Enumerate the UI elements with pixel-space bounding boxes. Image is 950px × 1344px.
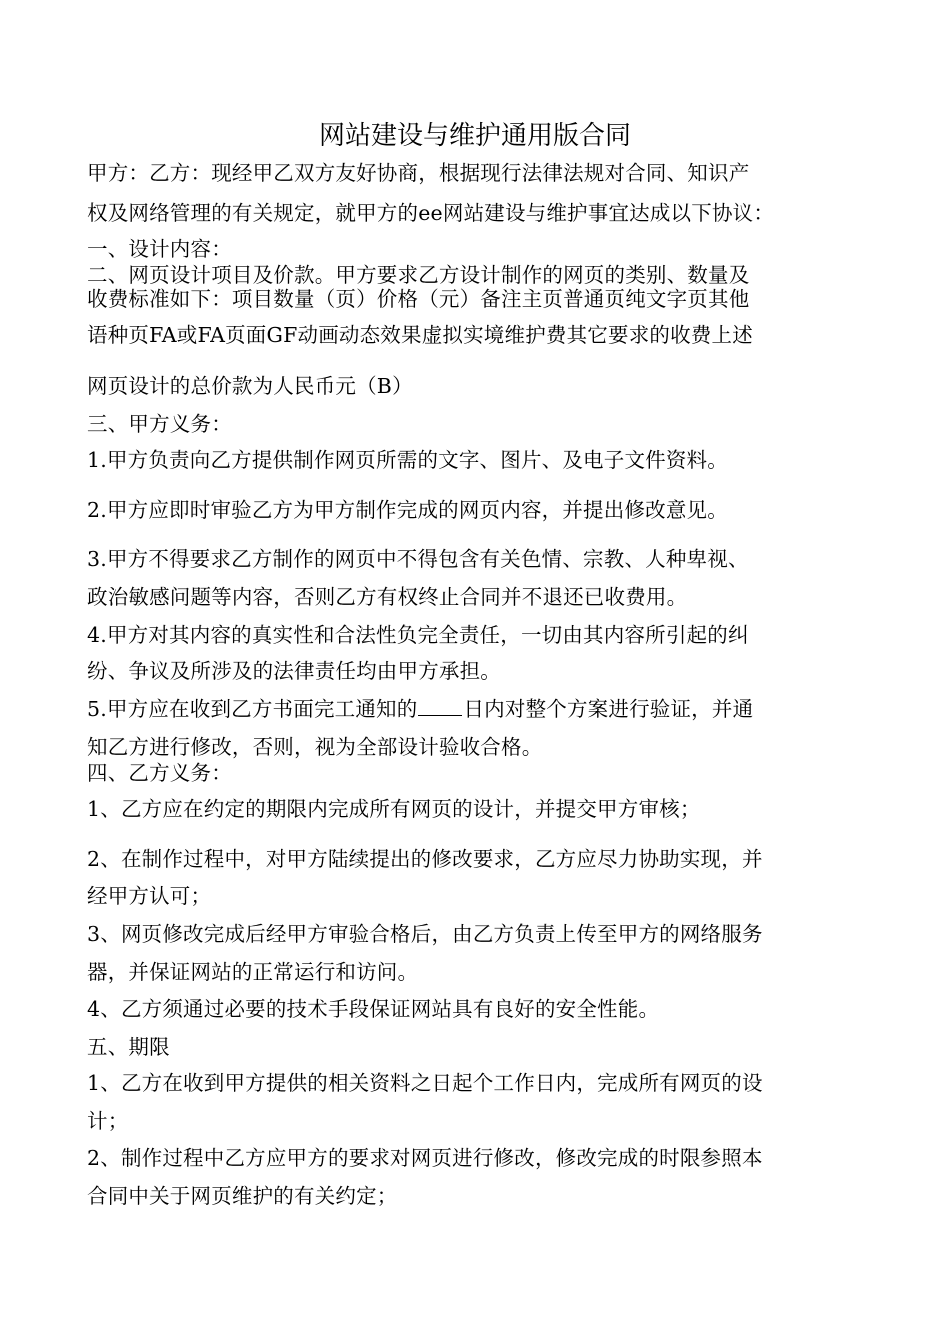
list-item: 1.甲方负责向乙方提供制作网页所需的文字、图片、及电子文件资料。 [87,448,728,472]
list-item: 2、在制作过程中，对甲方陆续提出的修改要求，乙方应尽力协助实现，并 [87,847,763,871]
list-item-continuation: 计； [87,1109,129,1133]
document-title: 网站建设与维护通用版合同 [318,121,631,151]
list-item-continuation: 纷、争议及所涉及的法律责任均由甲方承担。 [87,659,501,683]
list-item-continuation: 合同中关于网页维护的有关约定； [87,1184,398,1208]
section-heading: 一、设计内容： [87,237,232,261]
paragraph-line: 网页设计的总价款为人民币元（B） [87,374,413,398]
list-item-continuation: 器，并保证网站的正常运行和访问。 [87,960,419,984]
list-item: 1、乙方应在约定的期限内完成所有网页的设计，并提交甲方审核； [87,797,701,821]
list-item-continuation: 政治敏感问题等内容，否则乙方有权终止合同并不退还已收费用。 [87,585,688,609]
list-item: 2.甲方应即时审验乙方为甲方制作完成的网页内容，并提出修改意见。 [87,498,728,522]
list-item: 3.甲方不得要求乙方制作的网页中不得包含有关色情、宗教、人种卑视、 [87,547,749,571]
paragraph-line: 收费标准如下：项目数量（页）价格（元）备注主页普通页纯文字页其他 [87,287,750,311]
list-item-text: 5.甲方应在收到乙方书面完工通知的 [87,697,418,721]
list-item: 4、乙方须通过必要的技术手段保证网站具有良好的安全性能。 [87,997,660,1021]
blank-underline [418,699,462,716]
list-item: 1、乙方在收到甲方提供的相关资料之日起个工作日内，完成所有网页的设 [87,1071,763,1095]
section-heading: 四、乙方义务： [87,761,232,785]
paragraph-line: 语种页FA或FA页面GF动画动态效果虚拟实境维护费其它要求的收费上述 [87,323,753,347]
list-item: 4.甲方对其内容的真实性和合法性负完全责任，一切由其内容所引起的纠 [87,623,749,647]
section-heading: 三、甲方义务： [87,412,232,436]
list-item-continuation: 知乙方进行修改，否则，视为全部设计验收合格。 [87,735,543,759]
list-item: 2、制作过程中乙方应甲方的要求对网页进行修改，修改完成的时限参照本 [87,1146,763,1170]
list-item-text: 日内对整个方案进行验证，并通 [463,697,754,721]
list-item-continuation: 经甲方认可； [87,884,212,908]
paragraph-line: 二、网页设计项目及价款。甲方要求乙方设计制作的网页的类别、数量及 [87,263,750,287]
list-item: 3、网页修改完成后经甲方审验合格后，由乙方负责上传至甲方的网络服务 [87,922,763,946]
paragraph-line: 甲方：乙方：现经甲乙双方友好协商，根据现行法律法规对合同、知识产 [87,161,750,185]
paragraph-line: 权及网络管理的有关规定，就甲方的ee网站建设与维护事宜达成以下协议： [87,201,775,225]
list-item [87,695,753,723]
section-heading: 五、期限 [87,1035,170,1059]
